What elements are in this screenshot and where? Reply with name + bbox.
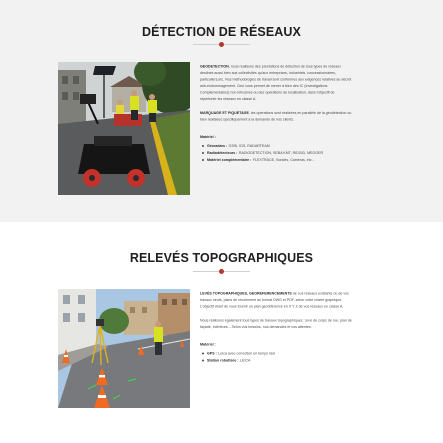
worker-hi-vis-vest bbox=[130, 96, 139, 110]
window bbox=[63, 313, 70, 322]
text-content bbox=[200, 290, 352, 364]
divider-dot bbox=[219, 42, 224, 47]
equipment-value: RADIODETECTION, SEBA KMT, RIDGID, MEGGER bbox=[238, 150, 324, 155]
equipment-list bbox=[200, 350, 352, 364]
paragraph-lead: GEODETECTION bbox=[200, 64, 229, 69]
worker-legs bbox=[149, 113, 156, 122]
equipment-heading: Matériel : bbox=[200, 342, 216, 347]
title-divider bbox=[193, 271, 250, 272]
ground-penetrating-radar bbox=[78, 144, 150, 174]
window bbox=[73, 76, 79, 84]
equipment-label: GPS : bbox=[207, 351, 217, 356]
window bbox=[172, 299, 177, 305]
bullet-dot bbox=[202, 360, 204, 362]
paragraph bbox=[200, 317, 352, 330]
paragraph-text: de vos réseaux existants ou de vos travaux neufs, plans de récolement au format DWG et PDF, selon votre charte graphique. L'objectif étant de vous fournir un plan géoréférencé en X Y Z de vos réseaux en classe A. bbox=[200, 291, 349, 309]
radar-screen bbox=[80, 94, 96, 104]
paragraph bbox=[200, 290, 352, 310]
solar-panel bbox=[93, 66, 116, 75]
equipment-label: Radiodétecteurs : bbox=[207, 150, 238, 155]
wheel-hub bbox=[133, 175, 139, 181]
paragraph bbox=[200, 63, 352, 102]
worker-legs bbox=[155, 342, 162, 355]
equipment-label: Géoradars : bbox=[207, 143, 228, 148]
equipment-value: Leica avec correction en temps réel bbox=[218, 351, 276, 356]
window bbox=[142, 307, 147, 313]
worker-legs bbox=[131, 110, 138, 120]
paragraph bbox=[200, 110, 352, 123]
paragraph-lead: MARQUAGE ET PIQUETAGE bbox=[200, 110, 249, 115]
tripod-leg bbox=[100, 325, 101, 365]
section-title: DÉTECTION DE RÉSEAUX bbox=[142, 25, 301, 39]
equipment-item bbox=[200, 157, 352, 164]
worker-head bbox=[149, 94, 155, 100]
equipment-heading: Matériel : bbox=[200, 134, 216, 139]
worker-head bbox=[131, 90, 137, 96]
radar-housing bbox=[94, 136, 132, 146]
worker-hi-vis-vest bbox=[154, 327, 163, 342]
bullet-dot bbox=[202, 145, 204, 147]
cone-band bbox=[99, 375, 105, 377]
paragraph-lead: LEVÉS TOPOGRAPHIQUES, GEOREFERENCEMENTS bbox=[200, 291, 292, 296]
bullet-dot bbox=[202, 353, 204, 355]
equipment-item bbox=[200, 143, 352, 150]
window bbox=[162, 299, 167, 305]
equipment-item bbox=[200, 350, 352, 357]
text-content bbox=[200, 63, 352, 164]
equipment-item bbox=[200, 150, 352, 157]
equipment-label: Matériel complémentaire : bbox=[207, 157, 252, 162]
equipment-value: LEICA bbox=[240, 358, 251, 363]
section-topographic-surveys bbox=[0, 222, 443, 443]
worker-head bbox=[117, 99, 122, 104]
wheel-hub bbox=[89, 175, 95, 181]
text-column bbox=[200, 290, 352, 438]
window bbox=[130, 307, 135, 313]
window bbox=[62, 92, 68, 100]
window bbox=[63, 295, 70, 304]
photo-network-detection bbox=[58, 62, 190, 195]
cone-band bbox=[64, 355, 68, 357]
equipment-value: GSSI, IDS, RADARTEAM bbox=[228, 143, 270, 148]
window bbox=[73, 92, 79, 100]
section-title: RELEVÉS TOPOGRAPHIQUES bbox=[129, 251, 314, 265]
paragraph-text: , les opérations sont réalisées en parallèle de la géodétection ou bien réalisées spécifiquement à la demande de nos clients. bbox=[200, 110, 352, 122]
paragraph-text: , nous réalisons des prestations de détection de tous types de réseaux destinés aussi bien aux collectivités qu'aux entreprises, industriels, concessionnaires, particuliers,etc. Nos méthodologies de travail sont conformes aux exigences relatives au décret anti-endommagement. Ceci vous permet de mener à bien des IC (Investigations Complémentaires) non intrusives ou des opérations de localisation, dans l'objectif de répertorier les réseaux en classe A. bbox=[200, 64, 352, 101]
bullet-dot bbox=[202, 152, 204, 154]
title-divider bbox=[193, 44, 250, 45]
bullet-dot bbox=[202, 159, 204, 161]
window bbox=[182, 299, 187, 305]
equipment-item bbox=[200, 357, 352, 364]
worker-hi-vis-vest bbox=[116, 105, 124, 114]
window bbox=[78, 313, 85, 322]
equipment-label: Station robotisée : bbox=[207, 358, 239, 363]
equipment-value: FLEXTRACE, Sondes, Caméras, etc... bbox=[252, 157, 315, 162]
paragraph-text: Nous réalisons également tous types de travaux topographiques : levé de corps de rue, plan de façade, intérieurs... Selon vos besoins, nos demandes et vos attentes. bbox=[200, 318, 352, 329]
survey-instrument bbox=[96, 319, 104, 326]
equipment-list bbox=[200, 143, 352, 164]
photo-topographic-survey bbox=[58, 289, 190, 408]
cone-band bbox=[98, 395, 106, 398]
window bbox=[78, 295, 85, 304]
divider-dot bbox=[219, 269, 224, 274]
window bbox=[62, 76, 68, 84]
worker-head bbox=[155, 321, 161, 327]
worker-hi-vis-vest bbox=[148, 100, 157, 113]
